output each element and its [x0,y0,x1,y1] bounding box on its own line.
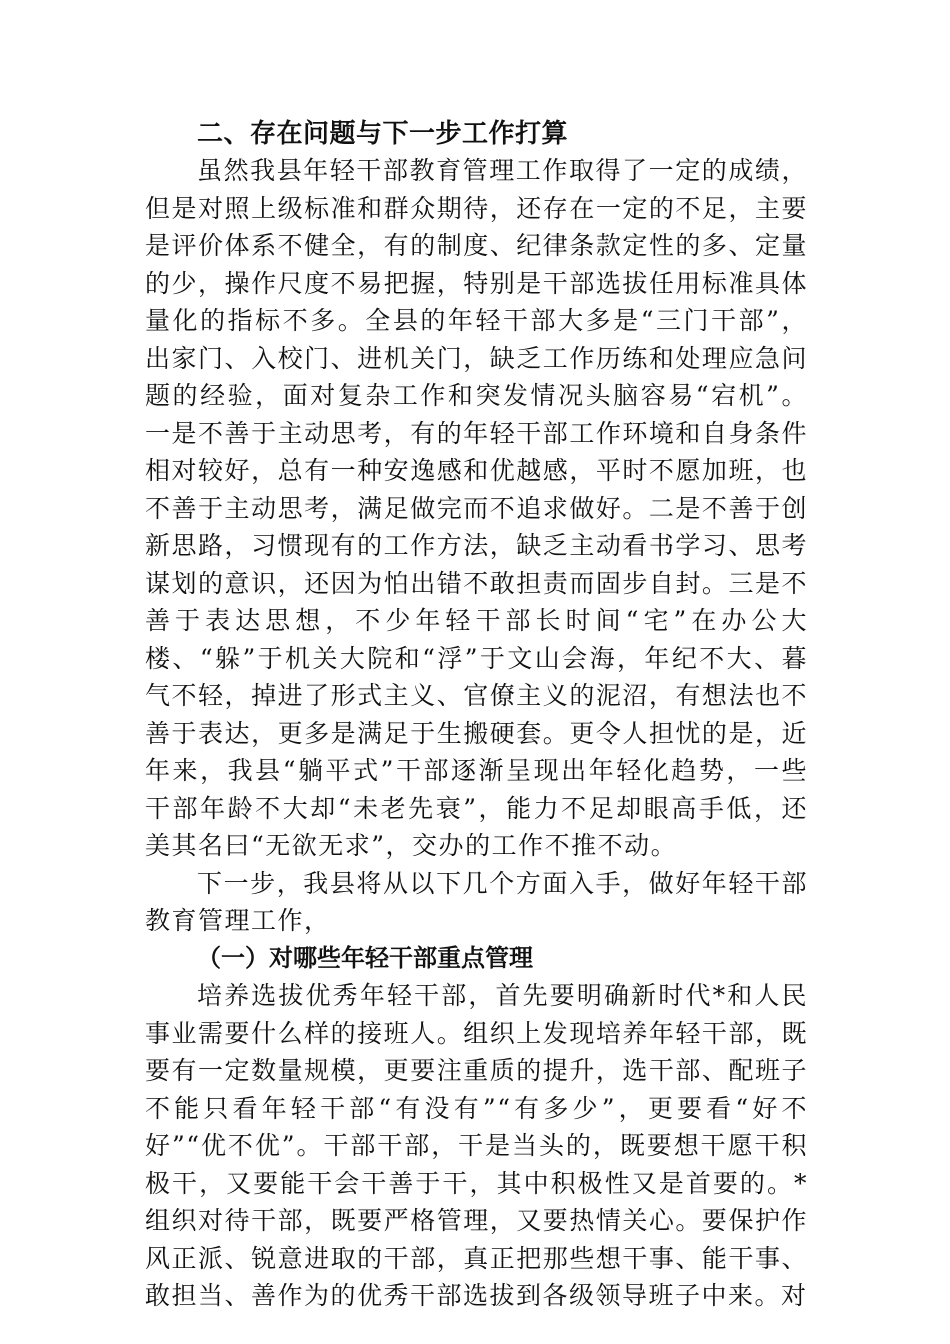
sub-heading-key-management: （一）对哪些年轻干部重点管理 [197,943,533,972]
document-page [145,116,808,1315]
body-paragraph-problems: 虽然我县年轻干部教育管理工作取得了一定的成绩，但是对照上级标准和群众期待，还存在一定的不足，主要是评价体系不健全，有的制度、纪律条款定性的多、定量的少，操作尺度不易把握，特别是干部选拔任用标准具体量化的指标不多。全县的年轻干部大多是“三门干部”，出家门、入校门、进机关门，缺乏工作历练和处理应急问题的经验，面对复杂工作和突发情况头脑容易“宕机”。一是不善于主动思考，有的年轻干部工作环境和自身条件相对较好，总有一种安逸感和优越感，平时不愿加班，也不善于主动思考，满足做完而不追求做好。二是不善于创新思路，习惯现有的工作方法，缺乏主动看书学习、思考谋划的意识，还因为怕出错不敢担责而固步自封。三是不善于表达思想，不少年轻干部长时间“宅”在办公大楼、“躲”于机关大院和“浮”于文山会海，年纪不大、暮气不轻，掉进了形式主义、官僚主义的泥沼，有想法也不善于表达，更多是满足于生搬硬套。更令人担忧的是，近年来，我县“躺平式”干部逐渐呈现出年轻化趋势，一些干部年龄不大却“未老先衰”，能力不足却眼高手低，还美其名曰“无欲无求”，交办的工作不推不动。 [145,156,808,860]
body-paragraph-selection: 培养选拔优秀年轻干部，首先要明确新时代*和人民事业需要什么样的接班人。组织上发现培养年轻干部，既要有一定数量规模，更要注重质的提升，选干部、配班子不能只看年轻干部“有没有”“有多少”，更要看“好不好”“优不优”。干部干部，干是当头的，既要想干愿干积极干，又要能干会干善于干，其中积极性又是首要的。*组织对待干部，既要严格管理，又要热情关心。要保护作风正派、锐意进取的干部，真正把那些想干事、能干事、敢担当、善作为的优秀干部选拔到各级领导班子中来。对 [145,981,808,1310]
body-paragraph-next-steps: 下一步，我县将从以下几个方面入手，做好年轻干部教育管理工作， [145,868,808,935]
section-heading: 二、存在问题与下一步工作打算 [197,119,569,149]
